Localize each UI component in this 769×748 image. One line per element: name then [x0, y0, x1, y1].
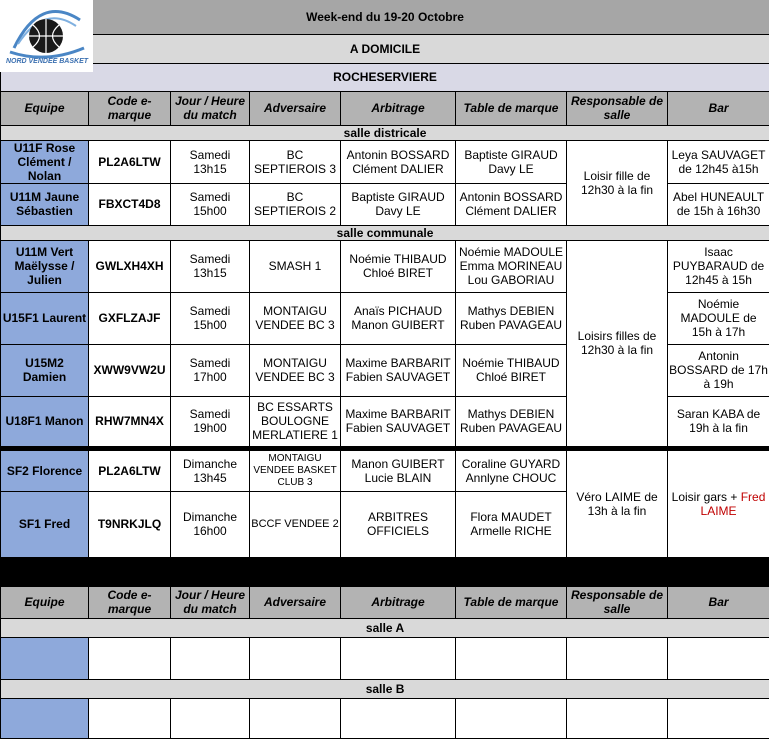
- bar-cell: Isaac PUYBARAUD de 12h45 à 15h: [668, 240, 769, 292]
- referee-cell: [341, 698, 456, 738]
- col-header-responsable: Responsable de salle: [567, 91, 668, 125]
- code-cell: PL2A6LTW: [89, 140, 171, 183]
- code-cell: FBXCT4D8: [89, 183, 171, 225]
- salle-label: salle A: [1, 618, 769, 637]
- col-header-bar: Bar: [668, 586, 769, 618]
- team-cell: U15F1 Laurent: [1, 292, 89, 344]
- date-cell: Dimanche 13h45: [171, 450, 250, 491]
- bar-cell: [668, 637, 769, 679]
- scorer-cell: Coraline GUYARD Annlyne CHOUC: [456, 450, 567, 491]
- team-cell: [1, 698, 89, 738]
- subtitle: A DOMICILE: [1, 34, 769, 63]
- bar-text: Loisir gars +: [671, 489, 741, 504]
- col-header-equipe: Equipe: [1, 91, 89, 125]
- date-cell: [171, 698, 250, 738]
- bar-cell: Noémie MADOULE de 15h à 17h: [668, 292, 769, 344]
- date-cell: Samedi 15h00: [171, 183, 250, 225]
- team-cell: U11M Vert Maëlysse / Julien: [1, 240, 89, 292]
- code-cell: T9NRKJLQ: [89, 491, 171, 557]
- referee-cell: Baptiste GIRAUD Davy LE: [341, 183, 456, 225]
- bar-cell: [668, 450, 769, 557]
- col-header-jour: Jour / Heure du match: [171, 91, 250, 125]
- table-row: [1, 698, 769, 738]
- scorer-cell: Antonin BOSSARD Clément DALIER: [456, 183, 567, 225]
- salle-label: salle B: [1, 679, 769, 698]
- opponent-cell: SMASH 1: [250, 240, 341, 292]
- responsable-cell: Véro LAIME de 13h à la fin: [567, 450, 668, 557]
- col-header-code: Code e-marque: [89, 586, 171, 618]
- table-row: [1, 450, 769, 491]
- col-header-table: Table de marque: [456, 586, 567, 618]
- team-cell: U15M2 Damien: [1, 344, 89, 396]
- team-cell: U11M Jaune Sébastien: [1, 183, 89, 225]
- scorer-cell: Noémie THIBAUD Chloé BIRET: [456, 344, 567, 396]
- logo-text: NORD VENDÉE BASKET: [5, 58, 89, 65]
- referee-cell: Noémie THIBAUD Chloé BIRET: [341, 240, 456, 292]
- date-cell: [171, 637, 250, 679]
- bar-cell: Abel HUNEAULT de 15h à 16h30: [668, 183, 769, 225]
- column-header-row: [1, 91, 769, 125]
- opponent-cell: BCCF VENDEE 2: [250, 491, 341, 557]
- opponent-cell: MONTAIGU VENDEE BASKET CLUB 3: [250, 450, 341, 491]
- col-header-jour: Jour / Heure du match: [171, 586, 250, 618]
- page-title: Week-end du 19-20 Octobre: [1, 0, 769, 34]
- code-cell: [89, 637, 171, 679]
- table-row: [1, 140, 769, 183]
- scorer-cell: Mathys DEBIEN Ruben PAVAGEAU: [456, 396, 567, 446]
- responsable-cell: Loisir fille de 12h30 à la fin: [567, 140, 668, 225]
- referee-cell: Antonin BOSSARD Clément DALIER: [341, 140, 456, 183]
- salle-label: salle districale: [1, 125, 769, 140]
- code-cell: GXFLZAJF: [89, 292, 171, 344]
- table-row: [1, 637, 769, 679]
- col-header-code: Code e-marque: [89, 91, 171, 125]
- salle-row: [1, 125, 769, 140]
- date-cell: Samedi 13h15: [171, 140, 250, 183]
- col-header-responsable: Responsable de salle: [567, 586, 668, 618]
- team-cell: [1, 637, 89, 679]
- referee-cell: ARBITRES OFFICIELS: [341, 491, 456, 557]
- referee-cell: Maxime BARBARIT Fabien SAUVAGET: [341, 344, 456, 396]
- col-header-arbitrage: Arbitrage: [341, 586, 456, 618]
- date-cell: Samedi 17h00: [171, 344, 250, 396]
- bar-cell: Saran KABA de 19h à la fin: [668, 396, 769, 446]
- salle-row: [1, 225, 769, 240]
- referee-cell: Maxime BARBARIT Fabien SAUVAGET: [341, 396, 456, 446]
- col-header-adversaire: Adversaire: [250, 586, 341, 618]
- col-header-table: Table de marque: [456, 91, 567, 125]
- bar-cell: Leya SAUVAGET de 12h45 à15h: [668, 140, 769, 183]
- scorer-cell: Baptiste GIRAUD Davy LE: [456, 140, 567, 183]
- col-header-bar: Bar: [668, 91, 769, 125]
- opponent-cell: [250, 637, 341, 679]
- team-cell: SF1 Fred: [1, 491, 89, 557]
- col-header-equipe: Equipe: [1, 586, 89, 618]
- opponent-cell: BC SEPTIEROIS 2: [250, 183, 341, 225]
- scorer-cell: [456, 637, 567, 679]
- venue-title-rocheserviere: ROCHESERVIERE: [1, 63, 769, 91]
- table-row: [1, 240, 769, 292]
- team-cell: U18F1 Manon: [1, 396, 89, 446]
- club-logo: [0, 0, 93, 72]
- scorer-cell: Mathys DEBIEN Ruben PAVAGEAU: [456, 292, 567, 344]
- responsable-cell: Loisirs filles de 12h30 à la fin: [567, 240, 668, 446]
- scorer-cell: [456, 698, 567, 738]
- venue-title-st-philbert: ST PHILBERT DE BOUAINE: [1, 557, 769, 586]
- salle-label: salle communale: [1, 225, 769, 240]
- referee-cell: [341, 637, 456, 679]
- col-header-arbitrage: Arbitrage: [341, 91, 456, 125]
- scorer-cell: Flora MAUDET Armelle RICHE: [456, 491, 567, 557]
- date-cell: Dimanche 16h00: [171, 491, 250, 557]
- opponent-cell: MONTAIGU VENDEE BC 3: [250, 344, 341, 396]
- responsable-cell: [567, 698, 668, 738]
- referee-cell: Manon GUIBERT Lucie BLAIN: [341, 450, 456, 491]
- date-cell: Samedi 15h00: [171, 292, 250, 344]
- team-cell: U11F Rose Clément / Nolan: [1, 140, 89, 183]
- col-header-adversaire: Adversaire: [250, 91, 341, 125]
- code-cell: XWW9VW2U: [89, 344, 171, 396]
- salle-row: [1, 618, 769, 637]
- salle-row: [1, 679, 769, 698]
- team-cell: SF2 Florence: [1, 450, 89, 491]
- column-header-row: [1, 586, 769, 618]
- opponent-cell: BC ESSARTS BOULOGNE MERLATIERE 1: [250, 396, 341, 446]
- opponent-cell: [250, 698, 341, 738]
- opponent-cell: MONTAIGU VENDEE BC 3: [250, 292, 341, 344]
- code-cell: [89, 698, 171, 738]
- bar-cell: Antonin BOSSARD de 17h à 19h: [668, 344, 769, 396]
- responsable-cell: [567, 637, 668, 679]
- code-cell: PL2A6LTW: [89, 450, 171, 491]
- date-cell: Samedi 19h00: [171, 396, 250, 446]
- date-cell: Samedi 13h15: [171, 240, 250, 292]
- opponent-cell: BC SEPTIEROIS 3: [250, 140, 341, 183]
- code-cell: RHW7MN4X: [89, 396, 171, 446]
- scorer-cell: Noémie MADOULE Emma MORINEAU Lou GABORIAU: [456, 240, 567, 292]
- code-cell: GWLXH4XH: [89, 240, 171, 292]
- bar-cell: [668, 698, 769, 738]
- bar-highlight-text: Fred LAIME: [700, 489, 766, 518]
- referee-cell: Anaïs PICHAUD Manon GUIBERT: [341, 292, 456, 344]
